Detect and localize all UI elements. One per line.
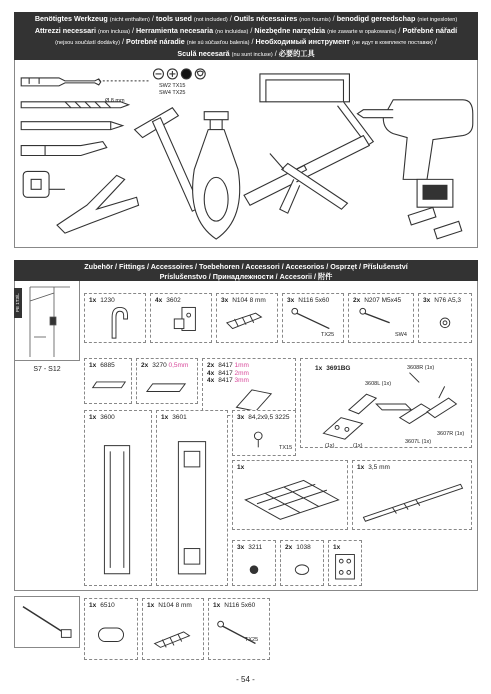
part-N116-bottom: 1x N116 5x60 TX25: [208, 598, 270, 660]
part-3601: 1x 3601: [156, 410, 228, 586]
part-3602: 4x 3602: [150, 293, 212, 343]
cordless-drill-icon: [357, 100, 472, 207]
utility-knife-icon: [21, 142, 107, 156]
part-N104: 3x N104 8 mm: [216, 293, 278, 343]
part-N76: 3x N76 A5,3: [418, 293, 472, 343]
part-3600: 1x 3600: [84, 410, 152, 586]
pencil-icon: [21, 122, 122, 130]
model-thumbnail: [14, 281, 80, 361]
tape-measure-icon: [23, 171, 65, 197]
part-3270: 2x 3270 0,5mm: [136, 358, 198, 404]
screwdriver-icon: [21, 78, 148, 86]
part-8417: 2x 8417 1mm 4x 8417 2mm 4x 8417 3mm: [202, 358, 296, 416]
part-1230: 1x 1230: [84, 293, 146, 343]
spray-bottle-icon: [193, 112, 240, 239]
pliers-icon: [57, 175, 139, 233]
bit-labels-1: SW2 TX15: [159, 83, 186, 89]
part-mat: 1x: [232, 460, 348, 530]
part-N207: 2x N207 M5x45 SW4: [348, 293, 414, 343]
part-3211: 3x 3211: [232, 540, 276, 586]
part-6510: 1x 6510: [84, 598, 138, 660]
hacksaw-icon: [260, 74, 373, 146]
part-N116: 3x N116 5x60 TX25: [282, 293, 344, 343]
model-tab: PE 1T3/L: [14, 288, 22, 318]
model-range: S7 - S12: [33, 366, 61, 373]
part-pad-sheet: 1x: [328, 540, 362, 586]
spirit-level-icon: [244, 136, 369, 206]
part-3691BG: 1x 3691BG 3608R (1x) 3608L (1x) 3607R (1x) 3607L (1x) (1x) (1x): [300, 358, 472, 448]
stabilizer-thumbnail: [14, 596, 80, 648]
part-3225: 3x 84,2x9,5 3225 TX15: [232, 410, 296, 456]
part-drill-bit: 1x 3,5 mm: [352, 460, 472, 530]
drill-size-label: Ø 8 mm: [105, 98, 125, 104]
tools-illustration: [14, 60, 478, 248]
hammer-icon: [135, 108, 201, 211]
fittings-header: Zubehör / Fittings / Accessoires / Toebehoren / Accessori / Accesorios / Osprzęt / Příslušenství Príslušenstvo / Принадлежности / Accesorii / 附件: [14, 260, 478, 281]
bottom-parts: [14, 596, 478, 663]
part-6885: 1x 6885: [84, 358, 132, 404]
page-number: - 54 -: [236, 675, 255, 684]
part-N104-bottom: 1x N104 8 mm: [142, 598, 204, 660]
bit-labels-2: SW4 TX25: [159, 90, 186, 96]
part-1038: 2x 1038: [280, 540, 324, 586]
tools-header: Benötigtes Werkzeug (nicht enthalten) / tools used (not included) / Outils nécessaires (non fournis) / benodigd gereedschap (niet ingesloten) Attrezzi necessari (non inclusa) / Herramienta necesaria (no incluidas) / Niezbędne narzędzia (nie zawarte w opakowaniu) / Potřebné nářadí (nejsou součástí dodávky) / Potrebné náradie (nie sú súčasťou balenia) / Необходимый инструмент (не идут в комплекте поставки) / Sculă necesară (nu sunt incluse) / 必要的工具: [14, 12, 478, 60]
